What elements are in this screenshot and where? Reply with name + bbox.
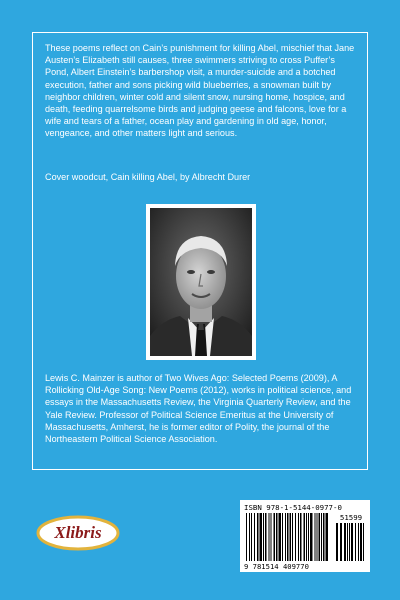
barcode-supplement: 51599 [339,513,363,522]
barcode-digits: 9 781514 409770 [244,562,309,571]
author-bio: Lewis C. Mainzer is author of Two Wives Ago: Selected Poems (2009), A Rollicking Old-Age Song: New Poems (2012), works in political science, and essays in the Massachusetts Review, the Virginia Quarterly Review, and the Yale Review. Professor of Political Science Emeritus at the University of Massachusetts, Amherst, he is former editor of Polity, the journal of the Northeastern Political Science Association. [45,373,352,445]
book-blurb: These poems reflect on Cain’s punishment for killing Abel, mischief that Jane Austen’s Elizabeth still causes, three swimmers striving to cross Puffer’s Pond, Albert Einstein’s barbershop visit, a murder-suicide and a botched execution, father and sons picking wild blueberries, a snowman built by neighbor children, winter cold and silent snow, nursing home, hospice, and death, feeding quarrelsome birds and judging geese and falcons, love for a wife and tears of a father, ocean play and gardening in old age, honor, vengeance, and other matters light and serious. [45,43,355,139]
author-photo [146,204,256,360]
publisher-logo-text: Xlibris [54,523,102,542]
publisher-logo [36,514,120,552]
isbn-barcode [240,500,370,572]
isbn-number: ISBN 978-1-5144-0977-0 [244,503,342,512]
cover-credit: Cover woodcut, Cain killing Abel, by Albrecht Durer [45,172,251,182]
